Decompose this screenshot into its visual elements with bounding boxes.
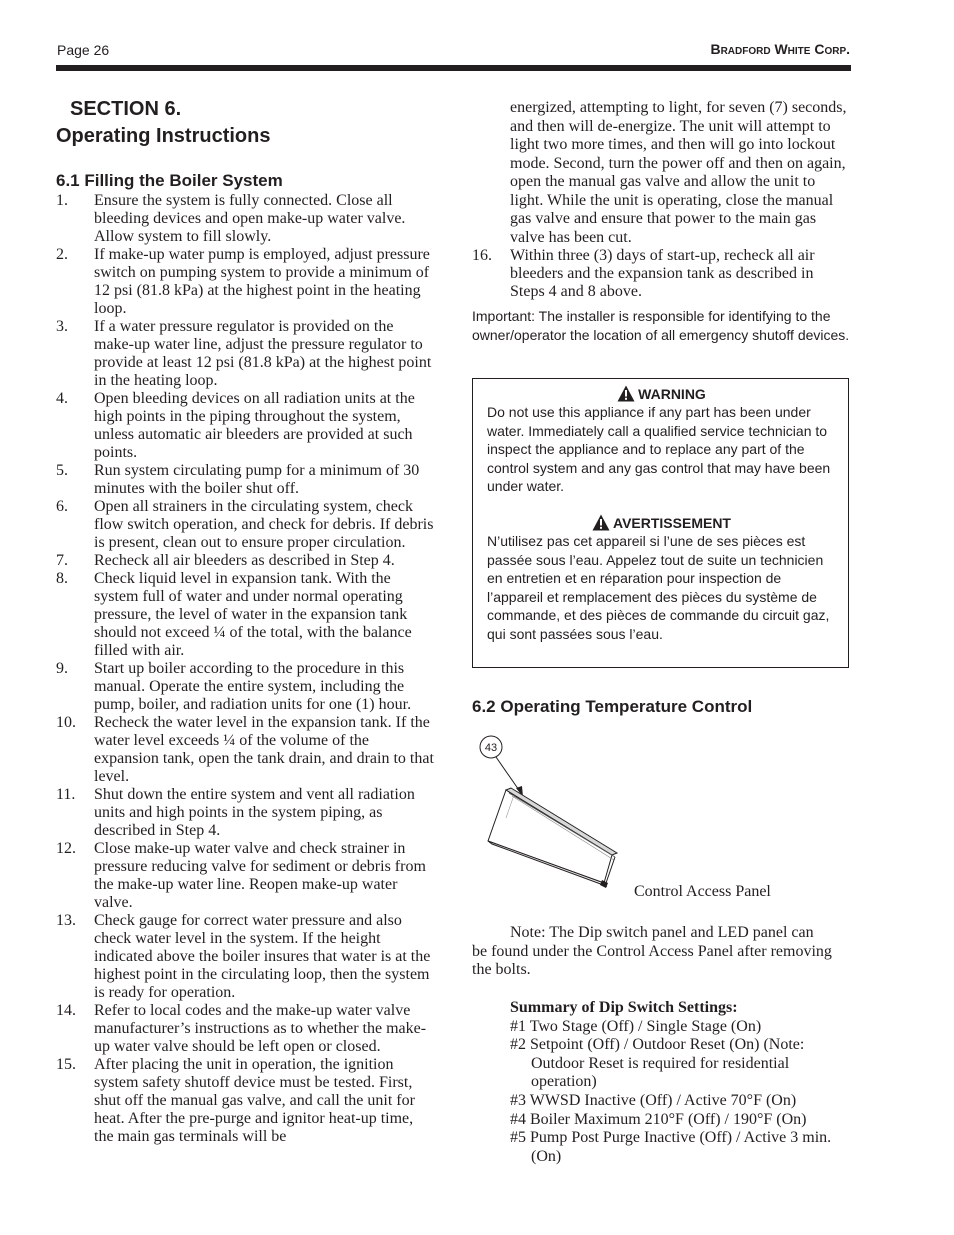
step-number: 4. [56, 390, 68, 407]
list-item [56, 570, 436, 660]
list-item [472, 247, 852, 301]
list-item [56, 498, 436, 552]
step-number: 5. [56, 462, 68, 479]
section-title: Operating Instructions [56, 125, 271, 147]
step-text: Refer to local codes and the make-up water valve manufacturer’s instructions as to whether the make-up water valve should be left open or closed. [94, 1002, 427, 1055]
list-item: #5 Pump Post Purge Inactive (Off) / Active 3 min. (On) [510, 1129, 832, 1165]
warning-title: WARNING [638, 386, 706, 402]
dip-switch-note: Note: The Dip switch panel and LED panel can be found under the Control Access Panel after removing the bolts. [472, 924, 832, 978]
header-rule [56, 65, 851, 71]
step-number: 16. [472, 247, 492, 264]
step-number: 15. [56, 1056, 76, 1073]
list-item [56, 714, 436, 786]
step-text: Close make-up water valve and check strainer in pressure reducing valve for sediment or debris from the make-up water line. Reopen make-up water valve. [94, 840, 426, 911]
list-item [56, 246, 436, 318]
steps-list [56, 192, 436, 1146]
list-item [56, 390, 436, 462]
right-column [472, 99, 852, 344]
list-item [56, 912, 436, 1002]
step-number: 11. [56, 786, 76, 803]
list-item [56, 318, 436, 390]
list-item [56, 552, 436, 570]
step-text: If make-up water pump is employed, adjust pressure switch on pumping system to provide a minimum of 12 psi (81.8 kPa) at the highest point in the heating loop. [94, 246, 430, 317]
list-item [56, 660, 436, 714]
warning-heading [487, 385, 836, 403]
left-column [56, 96, 436, 1146]
section-label: SECTION 6. [70, 98, 182, 120]
list-item: #3 WWSD Inactive (Off) / Active 70°F (On) [510, 1091, 797, 1109]
step-text: Recheck the water level in the expansion tank. If the water level exceeds ¼ of the volume of the expansion tank, open the tank drain, and drain to that level. [94, 714, 434, 785]
list-item: #2 Setpoint (Off) / Outdoor Reset (On) (Note: Outdoor Reset is required for residential operation) [510, 1036, 805, 1091]
step-text: Open all strainers in the circulating system, check flow switch operation, and check for debris. If debris is present, clean out to ensure proper circulation. [94, 498, 434, 551]
step-number: 9. [56, 660, 68, 677]
step-number: 8. [56, 570, 68, 587]
step-text: Within three (3) days of start-up, recheck all air bleeders and the expansion tank as described in Steps 4 and 8 above. [510, 247, 815, 300]
list-item [56, 192, 436, 246]
step-text: Shut down the entire system and vent all radiation units and high points in the system piping, as described in Step 4. [94, 786, 415, 839]
warning-icon [617, 385, 635, 402]
step-number: 6. [56, 498, 68, 515]
summary-title: Summary of Dip Switch Settings: [510, 999, 738, 1016]
list-item [56, 462, 436, 498]
step-text: Open bleeding devices on all radiation units at the high points in the piping throughout the system, unless automatic air bleeders are provided at such points. [94, 390, 415, 461]
warning-text: Do not use this appliance if any part has been under water. Immediately call a qualified service technician to inspect the appliance and to replace any part of the control system and any gas control that may have been under water. [487, 404, 831, 495]
list-item [56, 840, 436, 912]
list-item [56, 1056, 436, 1146]
list-item [56, 1002, 436, 1056]
avertissement-heading [487, 514, 836, 532]
step-text: Check gauge for correct water pressure and also check water level in the system. If the height indicated above the boiler insures that water is at the highest point in the circulating loop, then the system is ready for operation. [94, 912, 431, 1001]
control-access-panel-diagram [476, 733, 656, 893]
step-text: Check liquid level in expansion tank. With the system full of water and under normal operating pressure, the level of water in the expansion tank should not exceed ¼ of the total, with the balance filled with air. [94, 570, 412, 659]
step-number: 7. [56, 552, 68, 569]
list-item [56, 786, 436, 840]
callout-number: 43 [484, 742, 498, 754]
step-number: 1. [56, 192, 68, 209]
step-text: If a water pressure regulator is provided on the make-up water line, adjust the pressure regulator to provide at least 12 psi (81.8 kPa) at the highest point in the heating loop. [94, 318, 432, 389]
step-number: 3. [56, 318, 68, 335]
warning-icon [592, 514, 610, 531]
warning-box [472, 378, 849, 668]
list-item: #4 Boiler Maximum 210°F (Off) / 190°F (On) [510, 1110, 807, 1128]
subsection-heading-6-2: 6.2 Operating Temperature Control [472, 697, 753, 716]
list-item: #1 Two Stage (Off) / Single Stage (On) [510, 1017, 762, 1035]
dip-switch-summary [510, 999, 840, 1166]
step-number: 12. [56, 840, 76, 857]
subsection-heading-6-1: 6.1 Filling the Boiler System [56, 171, 283, 190]
avertissement-text: N’utilisez pas cet appareil si l’une de ses pièces est passée sous l’eau. Appelez tout de suite un technicien en entretien et en réparation pour inspection de l’appareil et remplacement des pièces du système de commande, et des pièces de commande du circuit gaz, qui sont passées sous l’eau. [487, 532, 830, 642]
step-number: 2. [56, 246, 68, 263]
important-note: Important: The installer is responsible for identifying to the owner/operator the location of all emergency shutoff devices. [472, 308, 850, 343]
step-text: Run system circulating pump for a minimum of 30 minutes with the boiler shut off. [94, 462, 420, 497]
step-number: 10. [56, 714, 76, 731]
step-text: Recheck all air bleeders as described in Step 4. [94, 552, 395, 569]
avertissement-title: AVERTISSEMENT [613, 514, 731, 531]
page-number: Page 26 [57, 42, 110, 58]
step-number: 14. [56, 1002, 76, 1019]
steps-list-continued [472, 247, 852, 301]
step-number: 13. [56, 912, 76, 929]
company-name: Bradford White Corp. [710, 41, 850, 57]
figure-caption: Control Access Panel [634, 883, 771, 900]
step-text: Start up boiler according to the procedure in this manual. Operate the entire system, including the pump, boiler, and radiation units for one (1) hour. [94, 660, 412, 713]
step-text: Ensure the system is fully connected. Close all bleeding devices and open make-up water valve. Allow system to fill slowly. [94, 192, 406, 245]
step-text: After placing the unit in operation, the ignition system safety shutoff device must be tested. First, shut off the manual gas valve, and call the unit for heat. After the pre-purge and ignitor heat-up time, the main gas terminals will be [94, 1056, 415, 1145]
step-15-continuation: energized, attempting to light, for seven (7) seconds, and then will de-energize. The unit will attempt to light two more times, and then will go into lockout mode. Second, turn the power off and then on again, open the manual gas valve and allow the unit to light. While the unit is operating, close the manual gas valve and ensure that power to the main gas valve has been cut. [510, 99, 847, 246]
